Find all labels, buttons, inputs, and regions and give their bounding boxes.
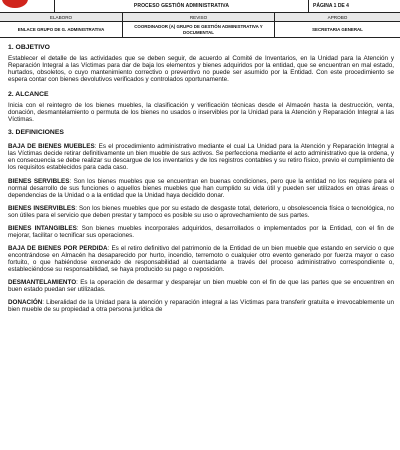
definition-item bbox=[8, 225, 394, 239]
definition-item bbox=[8, 299, 394, 313]
section-title-alcance: 2. ALCANCE bbox=[8, 91, 49, 99]
logo-cell bbox=[0, 0, 55, 12]
definition-term: BIENES INTANGIBLES bbox=[8, 224, 77, 232]
label-approved: APROBO bbox=[327, 14, 348, 20]
definition-text: : Son los bienes muebles que se encuentran en buenas condiciones, pero que la entidad no los requiere para el normal desarrollo de sus funciones o aquellos bienes muebles que han cumplido su vida útil y pueden ser utilizados en otras áreas o dependencias de la Unidad o a la entidad que la Unidad haya decidido donar. bbox=[8, 177, 394, 199]
definition-text: : Es el retiro definitivo del patrimonio de la Entidad de un bien mueble que estando en servicio o que encontrándose en Almacén ha desaparecido por hurto, incendio, terremoto o cualquier otro evento generado por fuerza mayor o caso fortuito, o que habiéndose exonerado de responsabilidad al cuentadante a través del proceso administrativo correspondiente o, estableciéndose su responsabilidad, se haya producido su pago o reposición. bbox=[8, 244, 394, 273]
section-body-alcance: Inicia con el reintegro de los bienes muebles, la clasificación y verificación técnicas desde el Almacén hasta la destrucción, venta, donación, desmantelamiento o permuta de los bienes no usados o inservibles por la Unidad para la Atención y Reparación Integral a las Víctimas. bbox=[8, 102, 394, 124]
definition-text: : Son bienes muebles incorporales adquiridos, desarrollados o implementados por la Entidad, con el fin de mejorar, facilitar o tecnificar sus operaciones. bbox=[8, 224, 395, 239]
definition-term: DONACIÓN bbox=[8, 299, 43, 307]
section-title-objetivo: 1. OBJETIVO bbox=[8, 44, 50, 51]
header-labels-row bbox=[0, 13, 400, 22]
definition-text: : Es el procedimiento administrativo mediante el cual La Unidad para la Atención y Reparación Integral a las Víctimas decide retirar definitivamente un bien mueble de sus activos. Se perfecciona mediante el acto administrativo que la ordena, y en consecuencia se debe realizar su descargue de los inventarios y de los registros contables y su retiro físico, previo el cumplimiento de los requisitos establecidos para cada caso. bbox=[8, 143, 394, 172]
section-title-definiciones: 3. DEFINICIONES bbox=[8, 129, 64, 137]
definition-term: BIENES INSERVIBLES bbox=[8, 204, 76, 212]
definition-item bbox=[8, 178, 394, 199]
section-body-objetivo: Establecer el detalle de las actividades que se deben seguir, de acuerdo al Comité de Inventarios, en la Unidad para la Atención y Reparación Integral a las Víctimas para dar de baja los elementos y bienes adquiridos por la entidad, que se encuentran en mal estado, hurtados, obsoletos, o cuyo mantenimiento correctivo o preventivo no puede ser asumido por la Entidad. Con este procedimiento se espera contar con bienes devolutivos verificados y controlados oportunamente. bbox=[8, 55, 394, 84]
definition-text: : Son los bienes muebles que por su estado de desgaste total, deterioro, u obsolescencia física o tecnológica, no son útiles para el servicio que deben prestar y tampoco es posible su uso o aprovechamiento de sus partes. bbox=[8, 204, 394, 219]
definition-text: : Es la operación de desarmar y desparejar un bien mueble con el fin de que las partes que se encuentren en buen estado puedan ser utilizadas. bbox=[8, 279, 394, 294]
document-header bbox=[0, 0, 400, 38]
page-number: PÁGINA 1 DE 4 bbox=[308, 0, 400, 12]
definition-term: BAJA DE BIENES MUEBLES bbox=[8, 143, 95, 151]
entity-logo bbox=[2, 0, 28, 8]
value-prepared: ENLACE GRUPO DE G. ADMINISTRATIVA bbox=[0, 22, 123, 37]
definition-term: BAJA DE BIENES POR PERDIDA bbox=[8, 244, 108, 252]
definition-term: DESMANTELAMIENTO bbox=[8, 279, 77, 287]
process-name: PROCESO GESTIÓN ADMINISTRATIVA bbox=[133, 3, 230, 9]
definition-item bbox=[8, 279, 394, 293]
document-body bbox=[8, 44, 394, 313]
definition-item bbox=[8, 205, 394, 219]
value-approved: SECRETARIA GENERAL bbox=[312, 26, 363, 32]
definition-text: : Liberalidad de la Unidad para la atención y reparación integral a las Víctimas para transferir gratuita e irrevocablemente un bien mueble de su propiedad a otra persona jurídica de bbox=[8, 299, 394, 314]
definition-item bbox=[8, 143, 394, 171]
header-values-row bbox=[0, 22, 400, 38]
label-prepared: ELABORO bbox=[0, 13, 123, 21]
header-top-row bbox=[0, 0, 400, 13]
label-reviewed: REVISO bbox=[123, 13, 275, 21]
definition-item bbox=[8, 245, 394, 273]
value-reviewed: COORDINADOR (A) GRUPO DE GESTIÓN ADMINISTRATIVA Y DOCUMENTAL bbox=[123, 22, 275, 37]
definition-term: BIENES SERVIBLES bbox=[8, 177, 70, 185]
